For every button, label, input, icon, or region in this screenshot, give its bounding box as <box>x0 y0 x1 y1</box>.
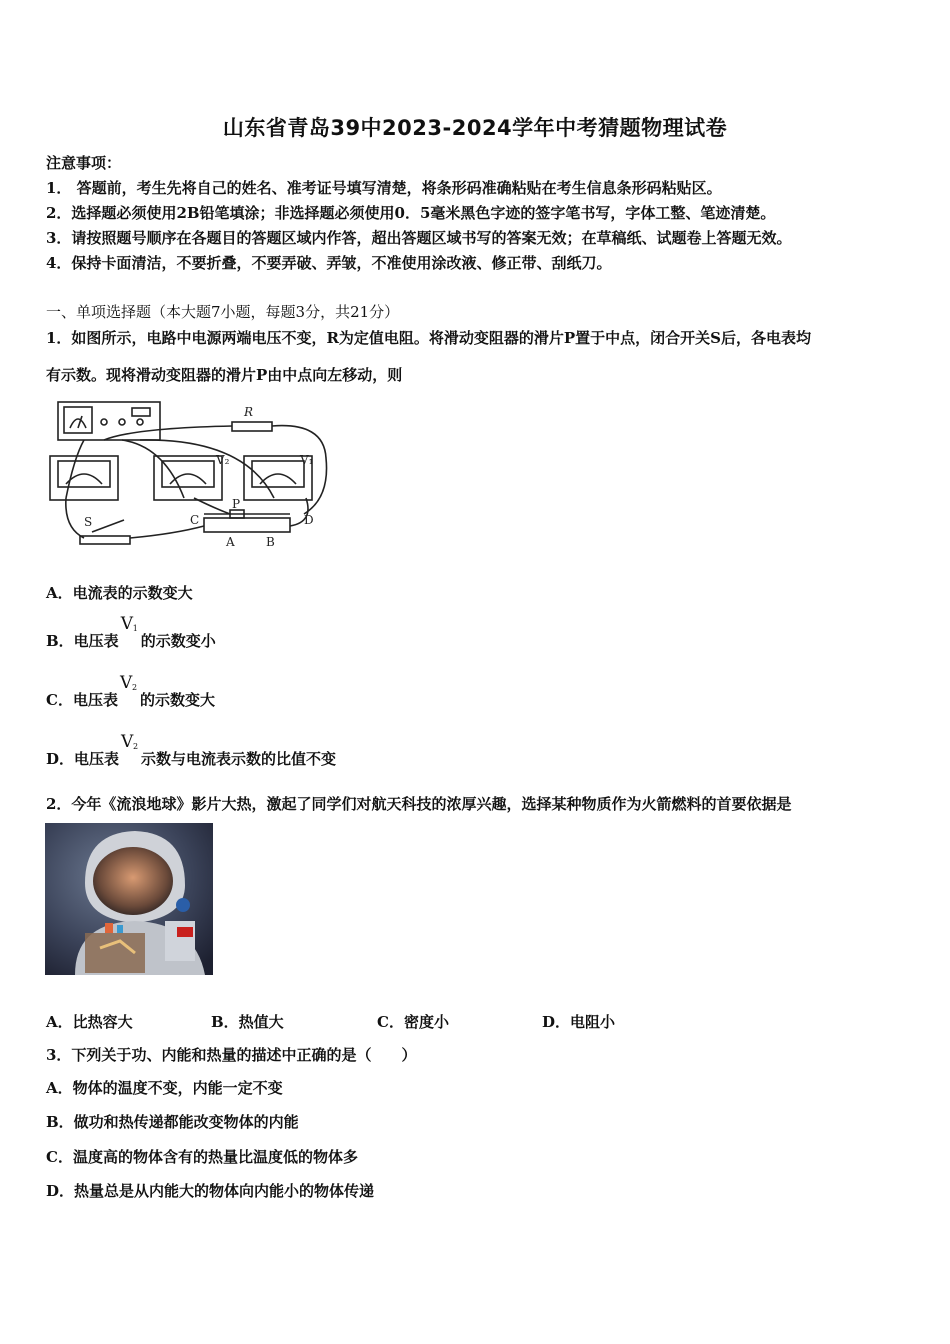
notice-heading: 注意事项： <box>46 154 122 172</box>
v-letter: V <box>119 673 133 693</box>
q1-option-c-prefix: C．电压表 <box>46 691 118 709</box>
label-C: C <box>190 513 200 527</box>
label-B: B <box>266 535 275 549</box>
voltmeter-v2-symbol <box>118 673 140 705</box>
question-1-line-1: 1．如图所示，电路中电源两端电压不变，R为定值电阻。将滑动变阻器的滑片P置于中点，闭合开关S后，各电表均 <box>46 329 812 347</box>
q1-option-c <box>46 673 215 710</box>
q1-option-d-suffix: 示数与电流表示数的比值不变 <box>141 750 337 768</box>
q3-option-a: A．物体的温度不变，内能一定不变 <box>46 1079 283 1097</box>
q3-option-d: D．热量总是从内能大的物体向内能小的物体传递 <box>46 1182 375 1200</box>
q1-option-b <box>46 614 216 651</box>
notice-item-3: 3．请按照题号顺序在各题目的答题区域内作答，超出答题区域书写的答案无效；在草稿纸、试题卷上答题无效。 <box>46 229 792 247</box>
page-title: 山东省青岛39中2023-2024学年中考猜题物理试卷 <box>222 116 728 140</box>
voltmeter-v1-symbol <box>119 614 141 646</box>
label-D: D <box>304 513 314 527</box>
astronaut-photo <box>45 823 213 975</box>
voltmeter-v2-symbol <box>119 732 141 764</box>
question-3-stem: 3．下列关于功、内能和热量的描述中正确的是（ ） <box>46 1046 417 1064</box>
label-P: P <box>232 497 241 511</box>
notice-item-2: 2．选择题必须使用2B铅笔填涂；非选择题必须使用0．5毫米黑色字迹的签字笔书写，字体工整、笔迹清楚。 <box>46 204 776 222</box>
label-V1: V₁ <box>300 453 314 467</box>
q1-option-c-suffix: 的示数变大 <box>139 691 215 709</box>
q1-option-b-prefix: B．电压表 <box>46 632 119 650</box>
q1-option-d <box>46 732 337 769</box>
q1-option-b-suffix: 的示数变小 <box>140 632 216 650</box>
label-R: R <box>244 405 254 419</box>
v-letter: V <box>120 614 133 634</box>
label-V2: V₂ <box>216 453 230 467</box>
question-1-line-2: 有示数。现将滑动变阻器的滑片P由中点向左移动，则 <box>46 366 403 384</box>
notice-item-1: 1． 答题前，考生先将自己的姓名、准考证号填写清楚，将条形码准确粘贴在考生信息条形码粘贴区。 <box>46 179 722 197</box>
question-2-stem: 2．今年《流浪地球》影片大热，激起了同学们对航天科技的浓厚兴趣，选择某种物质作为火箭燃料的首要依据是 <box>46 795 792 813</box>
q2-option-a: A．比热容大 <box>46 1013 133 1031</box>
q1-option-d-prefix: D．电压表 <box>46 750 120 768</box>
q1-option-a: A．电流表的示数变大 <box>46 584 193 602</box>
section-heading: 一、单项选择题（本大题7小题，每题3分，共21分） <box>46 303 400 321</box>
label-A: A <box>226 535 235 549</box>
v-subscript: 2 <box>131 683 138 692</box>
q2-option-d: D．电阻小 <box>542 1013 616 1031</box>
q3-option-b: B．做功和热传递都能改变物体的内能 <box>46 1113 299 1131</box>
q2-option-c: C．密度小 <box>377 1013 449 1031</box>
circuit-diagram <box>44 398 340 550</box>
notice-item-4: 4．保持卡面清洁，不要折叠，不要弄破、弄皱，不准使用涂改液、修正带、刮纸刀。 <box>46 254 612 272</box>
q3-option-c: C．温度高的物体含有的热量比温度低的物体多 <box>46 1148 358 1166</box>
v-subscript: 1 <box>132 624 138 633</box>
q2-option-b: B．热值大 <box>211 1013 284 1031</box>
v-subscript: 2 <box>133 742 139 751</box>
v-letter: V <box>121 732 134 752</box>
label-S: S <box>84 515 93 529</box>
